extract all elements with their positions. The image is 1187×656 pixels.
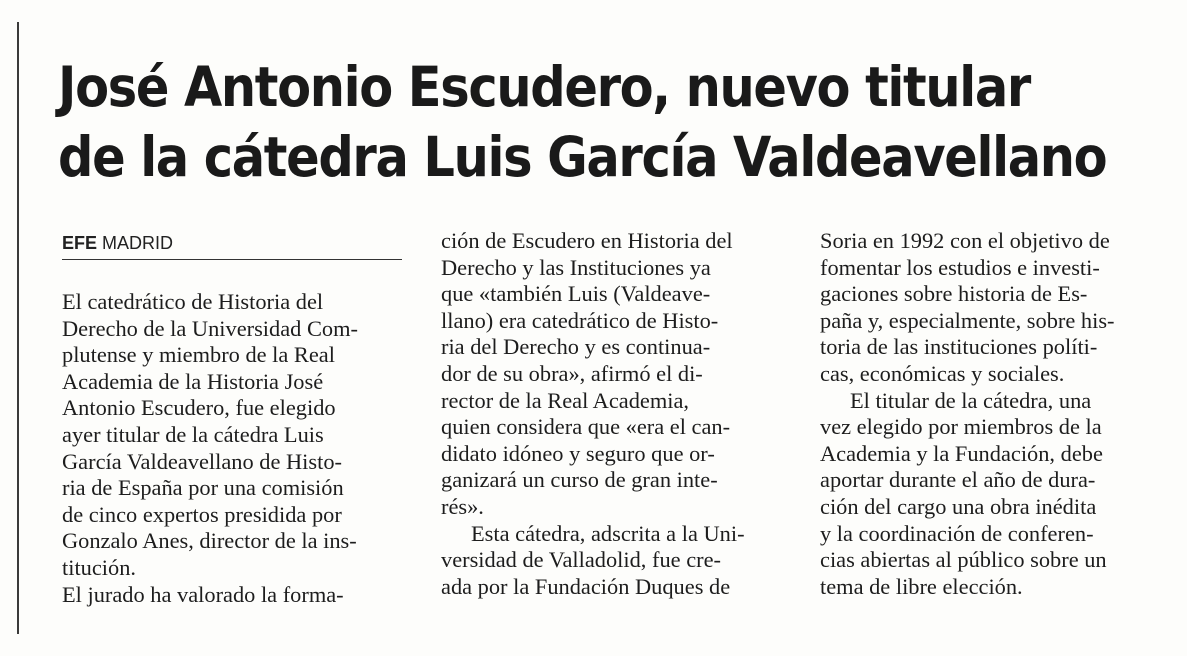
headline-line-2: de la cátedra Luis García Valdeavellano	[58, 125, 1107, 189]
text-line: didato idóneo y seguro que or-	[441, 440, 715, 466]
text-line: llano) era catedrático de Histo-	[441, 307, 719, 333]
text-line: y la coordinación de conferen-	[820, 520, 1094, 546]
text-line: El jurado ha valorado la forma-	[62, 581, 344, 607]
text-line: versidad de Valladolid, fue cre-	[441, 547, 721, 573]
text-line: cias abiertas al público sobre un	[820, 547, 1107, 573]
text-line: ria del Derecho y es continua-	[441, 334, 711, 360]
article-column-2	[441, 228, 781, 600]
article-column-1	[62, 228, 400, 608]
text-line: Derecho y las Instituciones ya	[441, 254, 711, 280]
column-rule	[17, 22, 19, 634]
text-line: quien considera que «era el can-	[441, 414, 731, 440]
text-line: vez elegido por miembros de la	[820, 414, 1102, 440]
text-line: Derecho de la Universidad Com-	[62, 315, 358, 341]
byline-city: MADRID	[102, 233, 174, 253]
text-line: Academia de la Historia José	[62, 368, 324, 394]
text-line: ada por la Fundación Duques de	[441, 573, 731, 599]
headline	[58, 52, 1107, 192]
text-line: de cinco expertos presidida por	[62, 501, 342, 527]
text-line: Antonio Escudero, fue elegido	[62, 395, 336, 421]
headline-line-1: José Antonio Escudero, nuevo titular	[58, 55, 1030, 119]
text-line: García Valdeavellano de Histo-	[62, 448, 342, 474]
text-line: ayer titular de la cátedra Luis	[62, 421, 324, 447]
text-line: tema de libre elección.	[820, 573, 1023, 599]
text-line: El titular de la cátedra, una	[850, 387, 1092, 413]
text-line: ganizará un curso de gran inte-	[441, 467, 718, 493]
text-line: plutense y miembro de la Real	[62, 342, 335, 368]
byline	[62, 230, 402, 260]
text-line: Soria en 1992 con el objetivo de	[820, 228, 1110, 253]
text-line: paña y, especialmente, sobre his-	[820, 307, 1115, 333]
text-line: titución.	[62, 554, 137, 580]
text-line: dor de su obra», afirmó el di-	[441, 360, 703, 386]
text-line: aportar durante el año de dura-	[820, 467, 1096, 493]
text-line: Gonzalo Anes, director de la ins-	[62, 528, 357, 554]
text-line: que «también Luis (Valdeave-	[441, 281, 711, 307]
text-line: rector de la Real Academia,	[441, 387, 690, 413]
text-line: Esta cátedra, adscrita a la Uni-	[471, 520, 745, 546]
text-line: ción de Escudero en Historia del	[441, 228, 733, 253]
article-column-3	[820, 228, 1160, 600]
text-line: Academia y la Fundación, debe	[820, 440, 1103, 466]
byline-agency: EFE	[62, 233, 98, 253]
text-line: rés».	[441, 493, 484, 519]
text-line: ria de España por una comisión	[62, 475, 344, 501]
text-line: gaciones sobre historia de Es-	[820, 281, 1088, 307]
text-line: El catedrático de Historia del	[62, 289, 324, 314]
text-line: cas, económicas y sociales.	[820, 360, 1065, 386]
text-line: ción del cargo una obra inédita	[820, 493, 1097, 519]
text-line: toria de las instituciones políti-	[820, 334, 1098, 360]
text-line: fomentar los estudios e investi-	[820, 254, 1100, 280]
